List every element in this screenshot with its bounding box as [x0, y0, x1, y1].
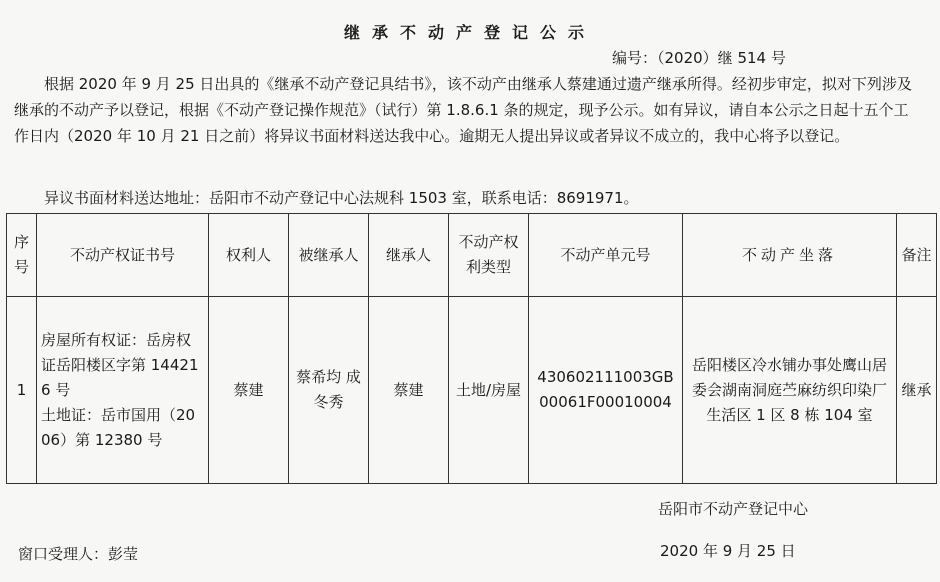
header-decedent: 被继承人	[289, 214, 369, 297]
header-note: 备注	[897, 214, 937, 297]
header-seq: 序号	[7, 214, 37, 297]
cell-right-type: 土地/房屋	[449, 297, 529, 484]
table-header-row	[7, 214, 937, 297]
issuing-org: 岳阳市不动产登记中心	[658, 500, 809, 518]
cert-house: 房屋所有权证：岳房权证岳阳楼区字第 144216 号	[41, 330, 199, 399]
header-location: 不动产坐落	[683, 214, 897, 297]
notice-title: 继承不动产登记公示	[343, 23, 596, 42]
cell-unit-no: 430602111003GB00061F00010004	[529, 297, 683, 484]
cert-land: 土地证：岳市国用（2006）第 12380 号	[41, 405, 196, 449]
cell-location: 岳阳楼区冷水铺办事处鹰山居委会湖南洞庭苎麻纺织印染厂生活区 1 区 8 栋 104 室	[683, 297, 897, 484]
issue-date: 2020 年 9 月 25 日	[660, 542, 796, 560]
window-clerk: 窗口受理人：彭莹	[18, 545, 139, 563]
header-owner: 权利人	[209, 214, 289, 297]
property-table	[6, 213, 937, 484]
notice-body: 根据 2020 年 9 月 25 日出具的《继承不动产登记具结书》，该不动产由继承人蔡建通过遗产继承所得。经初步审定，拟对下列涉及继承的不动产予以登记，根据《不动产登记操作规范》（试行）第 1.8.6.1 条的规定，现予公示。如有异议，请自本公示之日起十五个工作日内（2020 年 10 月 21 日之前）将异议书面材料送达我中心。逾期无人提出异议或者异议不成立的，我中心将予以登记。	[14, 75, 912, 145]
objection-address: 异议书面材料送达地址：岳阳市不动产登记中心法规科 1503 室，联系电话：8691971。	[44, 189, 639, 207]
cell-owner: 蔡建	[209, 297, 289, 484]
header-unit-no: 不动产单元号	[529, 214, 683, 297]
cell-cert-no	[37, 297, 209, 484]
cell-seq: 1	[7, 297, 37, 484]
cell-decedent: 蔡希均 成冬秀	[289, 297, 369, 484]
header-heir: 继承人	[369, 214, 449, 297]
document-number: 编号：（2020）继 514 号	[612, 49, 786, 67]
header-cert-no: 不动产权证书号	[37, 214, 209, 297]
cell-heir: 蔡建	[369, 297, 449, 484]
header-right-type: 不动产权利类型	[449, 214, 529, 297]
table-row	[7, 297, 937, 484]
cell-note: 继承	[897, 297, 937, 484]
